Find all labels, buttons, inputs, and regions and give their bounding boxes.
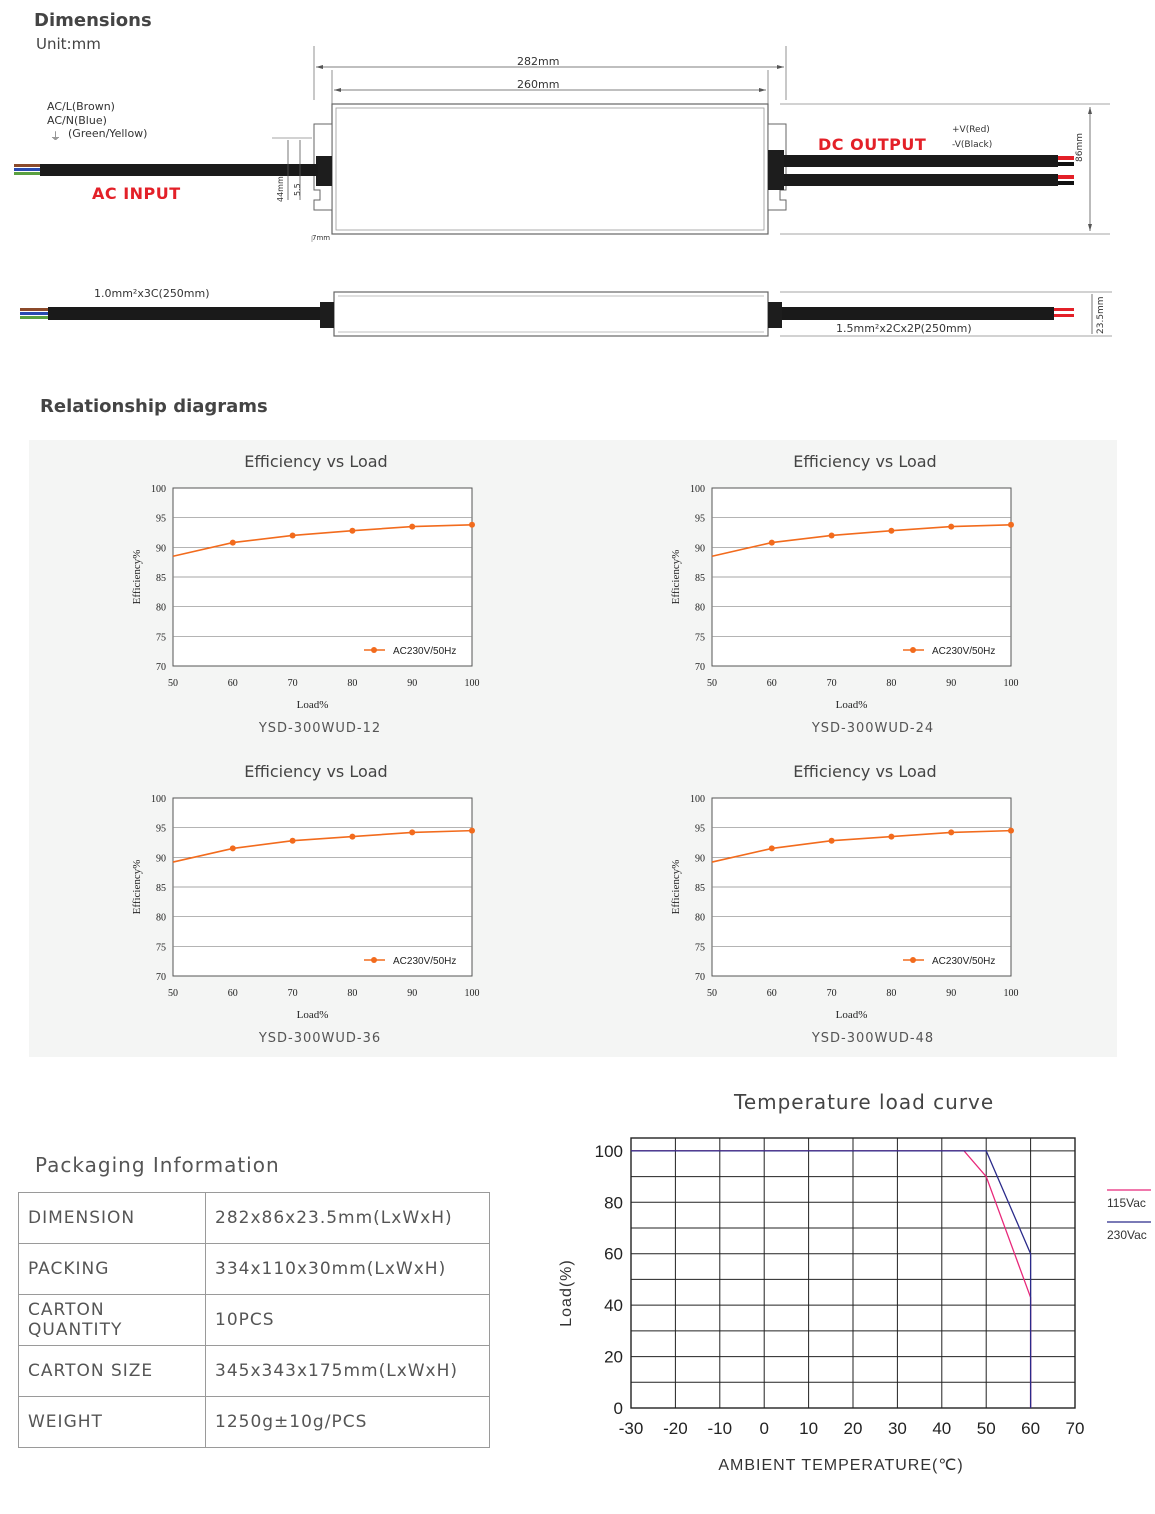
- chart-title: Efficiency vs Load: [244, 452, 388, 471]
- x-tick-label: 100: [1003, 988, 1019, 999]
- dim-total-label: 282mm: [517, 55, 560, 68]
- dim-body-label: 260mm: [517, 78, 560, 91]
- y-tick-label: 80: [695, 912, 705, 924]
- y-tick-label: 100: [594, 1141, 623, 1161]
- data-point: [829, 838, 835, 844]
- x-axis-label: Load%: [296, 1009, 329, 1021]
- y-tick-label: 0: [613, 1399, 623, 1418]
- y-tick-label: 90: [695, 853, 705, 865]
- efficiency-chart-36: [120, 788, 500, 1028]
- x-tick-label: 80: [347, 988, 358, 999]
- x-tick-label: 0: [759, 1419, 769, 1438]
- data-point: [349, 834, 355, 840]
- data-point: [409, 524, 415, 530]
- packaging-title: Packaging Information: [35, 1153, 280, 1177]
- table-row: [19, 1397, 490, 1448]
- y-tick-label: 80: [156, 602, 166, 614]
- table-row: [19, 1295, 490, 1346]
- y-tick-label: 90: [156, 543, 166, 555]
- y-axis-label: Efficiency%: [131, 859, 143, 915]
- data-point: [1008, 828, 1014, 834]
- x-tick-label: 50: [976, 1419, 996, 1438]
- y-tick-label: 60: [604, 1244, 623, 1264]
- pack-value: 1250g±10g/PCS: [206, 1397, 490, 1448]
- table-row: [19, 1244, 490, 1295]
- x-tick-label: 100: [464, 988, 480, 999]
- x-tick-label: 60: [766, 678, 777, 689]
- x-tick-label: 70: [826, 988, 837, 999]
- x-tick-label: 50: [168, 678, 178, 689]
- dim-thick-label: 23.5mm: [1096, 296, 1106, 334]
- data-point: [888, 528, 894, 534]
- y-tick-label: 95: [156, 513, 166, 525]
- x-axis-label: Load%: [296, 699, 329, 711]
- y-tick-label: 75: [156, 942, 166, 954]
- x-axis-label: Load%: [835, 699, 868, 711]
- y-tick-label: 100: [151, 794, 166, 805]
- y-axis-label: Efficiency%: [670, 859, 682, 915]
- x-tick-label: 100: [464, 678, 480, 689]
- y-tick-label: 75: [695, 942, 705, 954]
- y-tick-label: 95: [156, 823, 166, 835]
- y-tick-label: 85: [156, 573, 166, 584]
- efficiency-chart-24: [659, 478, 1039, 718]
- y-tick-label: 85: [695, 883, 705, 894]
- dim-7-label: 7mm: [312, 234, 331, 242]
- x-tick-label: -30: [618, 1419, 644, 1438]
- data-point: [469, 828, 475, 834]
- wire-ground-label: (Green/Yellow): [68, 127, 148, 140]
- x-tick-label: 100: [1003, 678, 1019, 689]
- x-tick-label: 50: [707, 678, 717, 689]
- x-tick-label: 90: [946, 988, 957, 999]
- x-tick-label: 10: [799, 1419, 819, 1438]
- x-tick-label: 60: [227, 988, 238, 999]
- y-axis-label: Load(%): [558, 1259, 575, 1327]
- x-tick-label: 80: [886, 988, 897, 999]
- data-point: [948, 829, 954, 835]
- y-axis-label: Efficiency%: [131, 549, 143, 605]
- x-tick-label: 60: [766, 988, 777, 999]
- legend-marker: [910, 647, 916, 653]
- x-tick-label: 90: [946, 678, 957, 689]
- relationship-title: Relationship diagrams: [40, 396, 268, 417]
- y-tick-label: 70: [156, 662, 166, 673]
- y-tick-label: 80: [695, 602, 705, 614]
- temperature-chart-title: Temperature load curve: [734, 1090, 995, 1114]
- x-tick-label: 70: [287, 678, 298, 689]
- data-point: [230, 845, 236, 851]
- legend-label: AC230V/50Hz: [932, 646, 996, 657]
- y-tick-label: 100: [690, 794, 705, 805]
- data-point: [290, 838, 296, 844]
- legend-label: AC230V/50Hz: [393, 646, 457, 657]
- data-point: [230, 540, 236, 546]
- wire-pos-label: +V(Red): [952, 125, 990, 135]
- pack-key: WEIGHT: [19, 1397, 206, 1448]
- model-label: YSD-300WUD-12: [258, 721, 382, 736]
- x-tick-label: 70: [826, 678, 837, 689]
- wire-ac-l-label: AC/L(Brown): [47, 100, 115, 113]
- dim-55-label: 5.5: [293, 183, 302, 196]
- dimensions-title: Dimensions: [34, 10, 152, 31]
- x-axis-label: Load%: [835, 1009, 868, 1021]
- packaging-table: [18, 1192, 490, 1448]
- legend-marker: [371, 957, 377, 963]
- pack-value: 334x110x30mm(LxWxH): [206, 1244, 490, 1295]
- x-tick-label: 50: [707, 988, 717, 999]
- table-row: [19, 1193, 490, 1244]
- y-axis-label: Efficiency%: [670, 549, 682, 605]
- data-point: [769, 845, 775, 851]
- data-point: [888, 834, 894, 840]
- ac-input-label: AC INPUT: [92, 184, 181, 203]
- data-point: [769, 540, 775, 546]
- y-tick-label: 80: [604, 1193, 623, 1213]
- top-view: [14, 46, 1110, 242]
- x-tick-label: 90: [407, 678, 418, 689]
- data-point: [349, 528, 355, 534]
- x-tick-label: 30: [887, 1419, 907, 1438]
- x-axis-label: AMBIENT TEMPERATURE(℃): [718, 1457, 964, 1474]
- data-point: [469, 522, 475, 528]
- unit-label: Unit:mm: [36, 35, 101, 53]
- dc-output-label: DC OUTPUT: [818, 135, 927, 154]
- legend-label: AC230V/50Hz: [932, 956, 996, 967]
- wire-ac-n-label: AC/N(Blue): [47, 114, 107, 127]
- ground-icon: ⏚: [50, 130, 61, 143]
- y-tick-label: 95: [695, 513, 705, 525]
- pack-value: 282x86x23.5mm(LxWxH): [206, 1193, 490, 1244]
- legend-marker: [371, 647, 377, 653]
- efficiency-chart-48: [659, 788, 1039, 1028]
- y-tick-label: 95: [695, 823, 705, 835]
- data-point: [290, 532, 296, 538]
- data-point: [948, 524, 954, 530]
- x-tick-label: 80: [347, 678, 358, 689]
- x-tick-label: -10: [707, 1419, 733, 1438]
- x-tick-label: 80: [886, 678, 897, 689]
- x-tick-label: 60: [227, 678, 238, 689]
- y-tick-label: 85: [156, 883, 166, 894]
- pack-key: CARTON QUANTITY: [19, 1295, 206, 1346]
- y-tick-label: 80: [156, 912, 166, 924]
- y-tick-label: 90: [156, 853, 166, 865]
- input-cable-label: 1.0mm²x3C(250mm): [94, 287, 210, 300]
- pack-key: DIMENSION: [19, 1193, 206, 1244]
- y-tick-label: 75: [695, 632, 705, 644]
- y-tick-label: 100: [151, 484, 166, 495]
- table-row: [19, 1346, 490, 1397]
- model-label: YSD-300WUD-36: [258, 1031, 382, 1046]
- wire-neg-label: -V(Black): [952, 140, 993, 150]
- x-tick-label: 60: [1021, 1419, 1041, 1438]
- chart-title: Efficiency vs Load: [244, 762, 388, 781]
- efficiency-chart-12: [120, 478, 500, 718]
- pack-key: CARTON SIZE: [19, 1346, 206, 1397]
- dim-44-label: 44mm: [276, 176, 285, 202]
- y-tick-label: 90: [695, 543, 705, 555]
- y-tick-label: 20: [604, 1347, 623, 1367]
- model-label: YSD-300WUD-48: [811, 1031, 935, 1046]
- data-point: [1008, 522, 1014, 528]
- y-tick-label: 85: [695, 573, 705, 584]
- dim-height-label: 86mm: [1075, 133, 1085, 162]
- data-point: [409, 829, 415, 835]
- x-tick-label: 40: [932, 1419, 952, 1438]
- x-tick-label: -20: [663, 1419, 688, 1438]
- legend-label: AC230V/50Hz: [393, 956, 457, 967]
- y-tick-label: 75: [156, 632, 166, 644]
- legend-marker: [910, 957, 916, 963]
- data-point: [829, 532, 835, 538]
- pack-value: 345x343x175mm(LxWxH): [206, 1346, 490, 1397]
- pack-key: PACKING: [19, 1244, 206, 1295]
- x-tick-label: 70: [287, 988, 298, 999]
- y-tick-label: 70: [156, 972, 166, 983]
- legend-label: 230Vac: [1107, 1228, 1147, 1242]
- x-tick-label: 20: [843, 1419, 863, 1438]
- pack-value: 10PCS: [206, 1295, 490, 1346]
- output-cable-label: 1.5mm²x2Cx2P(250mm): [836, 322, 972, 335]
- x-tick-label: 90: [407, 988, 418, 999]
- y-tick-label: 40: [604, 1296, 623, 1316]
- legend-label: 115Vac: [1107, 1196, 1146, 1210]
- chart-title: Efficiency vs Load: [793, 452, 937, 471]
- y-tick-label: 100: [690, 484, 705, 495]
- temperature-load-chart: [545, 1120, 1155, 1510]
- chart-title: Efficiency vs Load: [793, 762, 937, 781]
- x-tick-label: 50: [168, 988, 178, 999]
- y-tick-label: 70: [695, 972, 705, 983]
- model-label: YSD-300WUD-24: [811, 721, 935, 736]
- x-tick-label: 70: [1065, 1419, 1085, 1438]
- y-tick-label: 70: [695, 662, 705, 673]
